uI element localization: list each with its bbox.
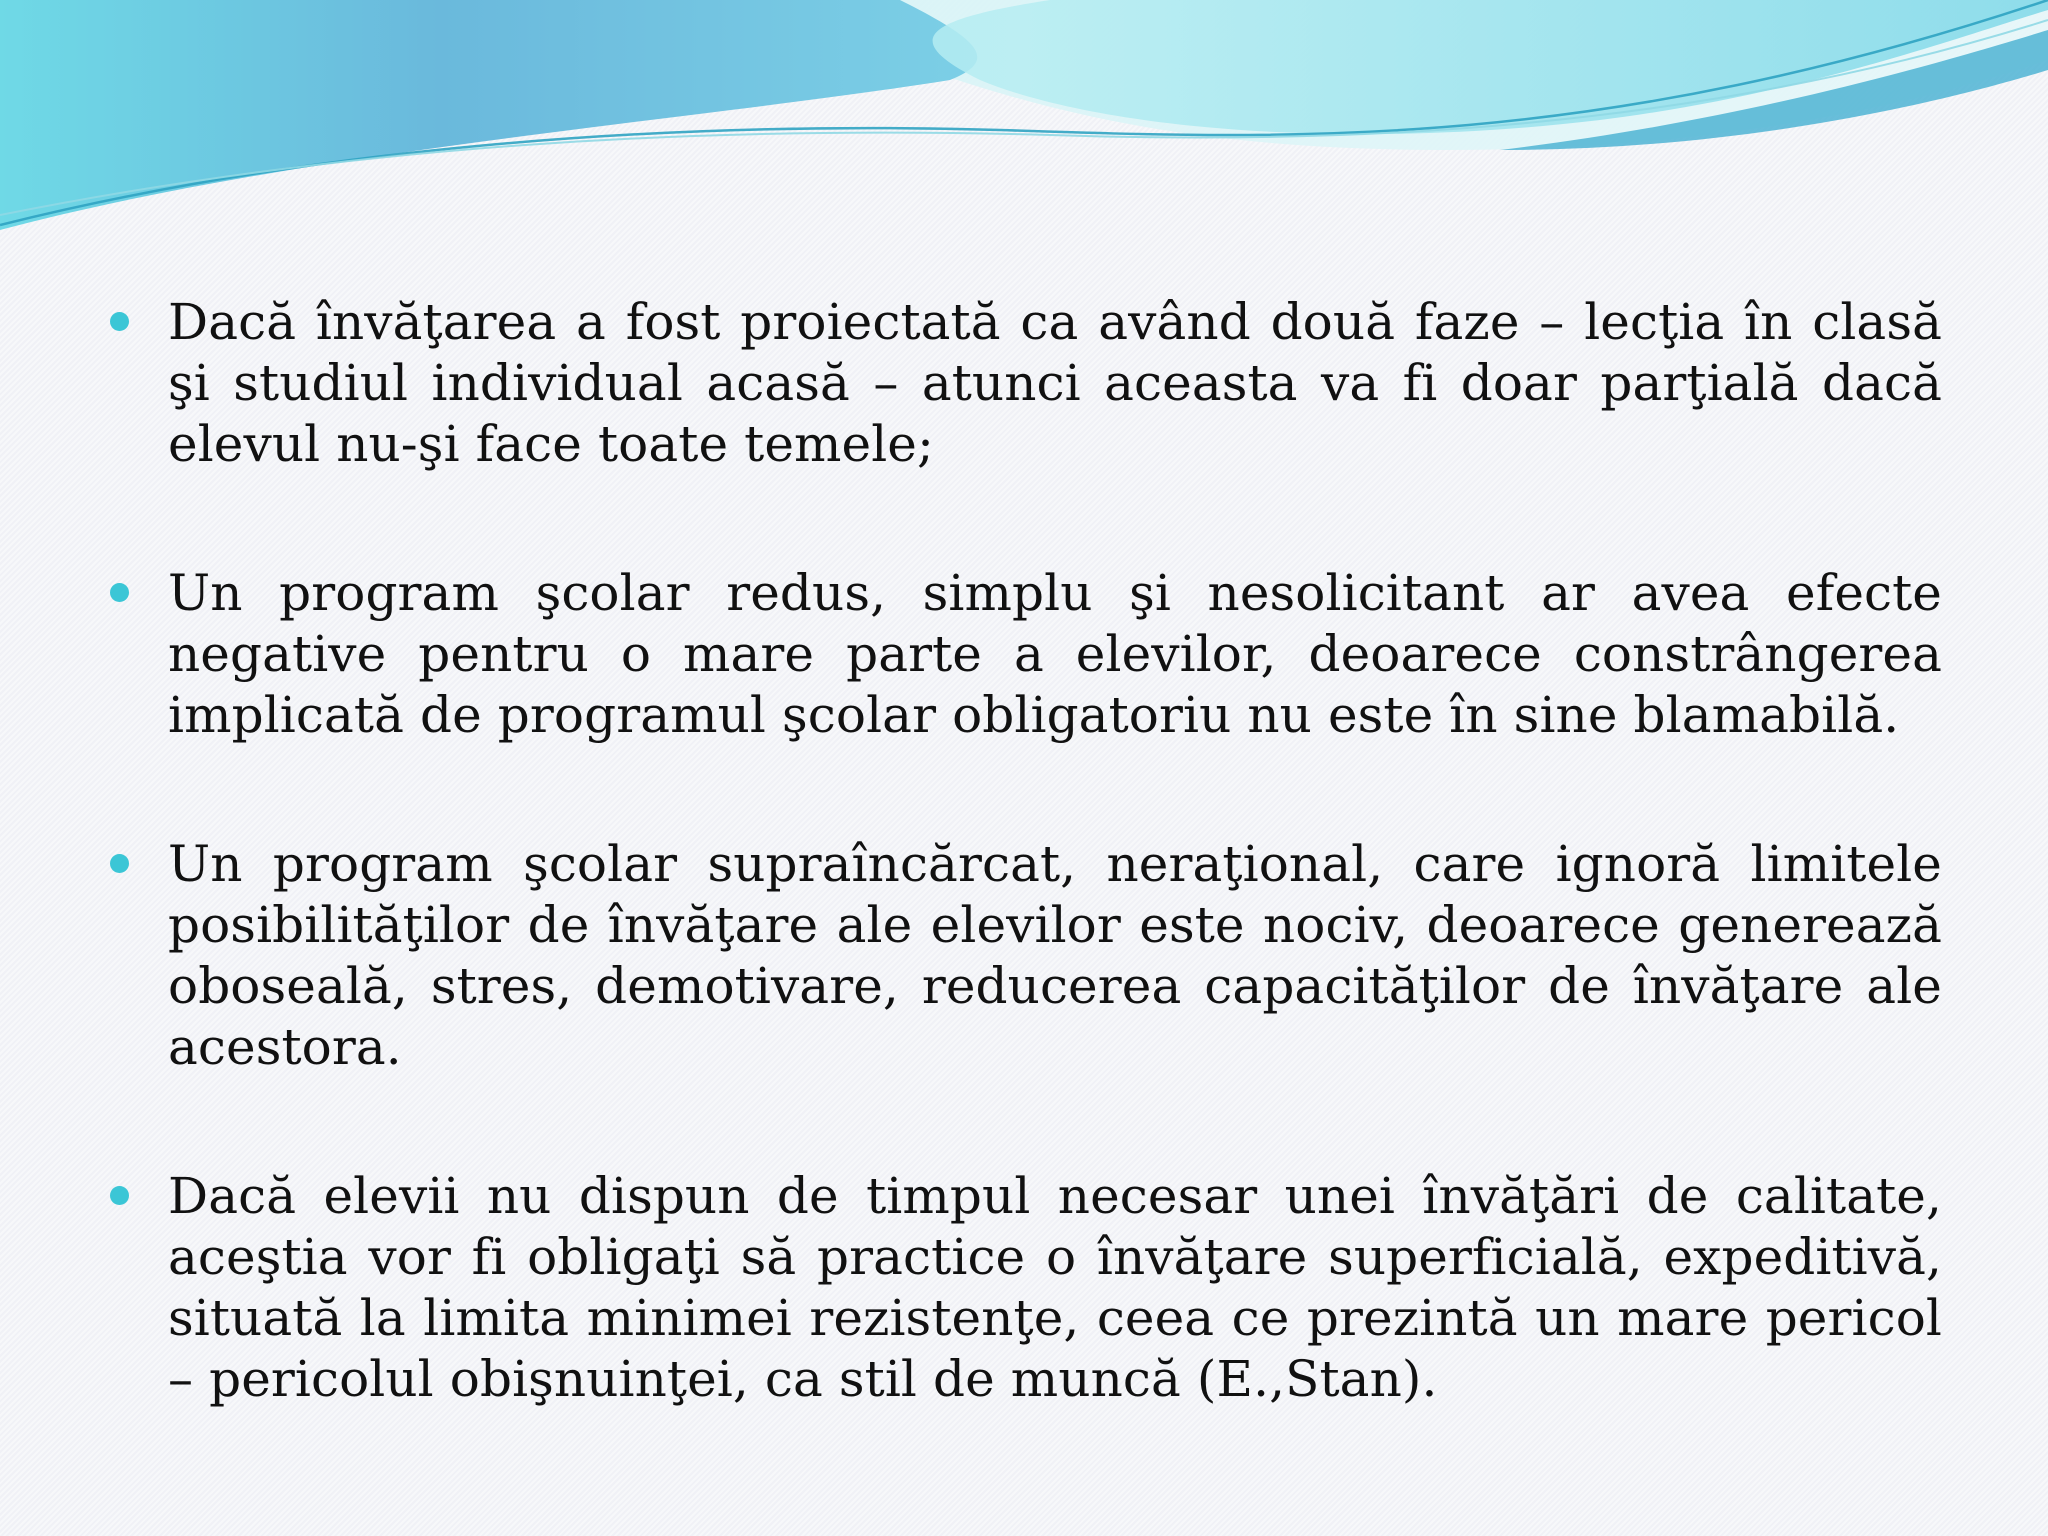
bullet-item xyxy=(110,292,1942,475)
bullet-dot-icon xyxy=(110,312,129,331)
bullet-item xyxy=(110,563,1942,746)
bullet-dot-icon xyxy=(110,854,129,873)
bullet-list xyxy=(110,292,1942,1410)
bullet-text: Un program şcolar redus, simplu şi nesolicitant ar avea efecte negative pentru o mare parte a elevilor, deoarece constrângerea implicată de programul şcolar obligatoriu nu este în sine blamabilă. xyxy=(168,564,1942,744)
bullet-text: Dacă învăţarea a fost proiectată ca având două faze – lecţia în clasă şi studiul individual acasă – atunci aceasta va fi doar parţială dacă elevul nu-şi face toate temele; xyxy=(168,293,1942,473)
header-wave-decoration xyxy=(0,0,2048,240)
bullet-dot-icon xyxy=(110,583,129,602)
bullet-item xyxy=(110,834,1942,1078)
bullet-item xyxy=(110,1166,1942,1410)
bullet-text: Un program şcolar supraîncărcat, neraţional, care ignoră limitele posibilităţilor de învăţare ale elevilor este nociv, deoarece generează oboseală, stres, demotivare, reducerea capacităţilor de învăţare ale acestora. xyxy=(168,835,1942,1076)
bullet-text: Dacă elevii nu dispun de timpul necesar unei învăţări de calitate, aceştia vor fi obligaţi să practice o învăţare superficială, expeditivă, situată la limita minimei rezistenţe, ceea ce prezintă un mare pericol – pericolul obişnuinţei, ca stil de muncă (E.,Stan). xyxy=(168,1167,1942,1408)
bullet-dot-icon xyxy=(110,1186,129,1205)
